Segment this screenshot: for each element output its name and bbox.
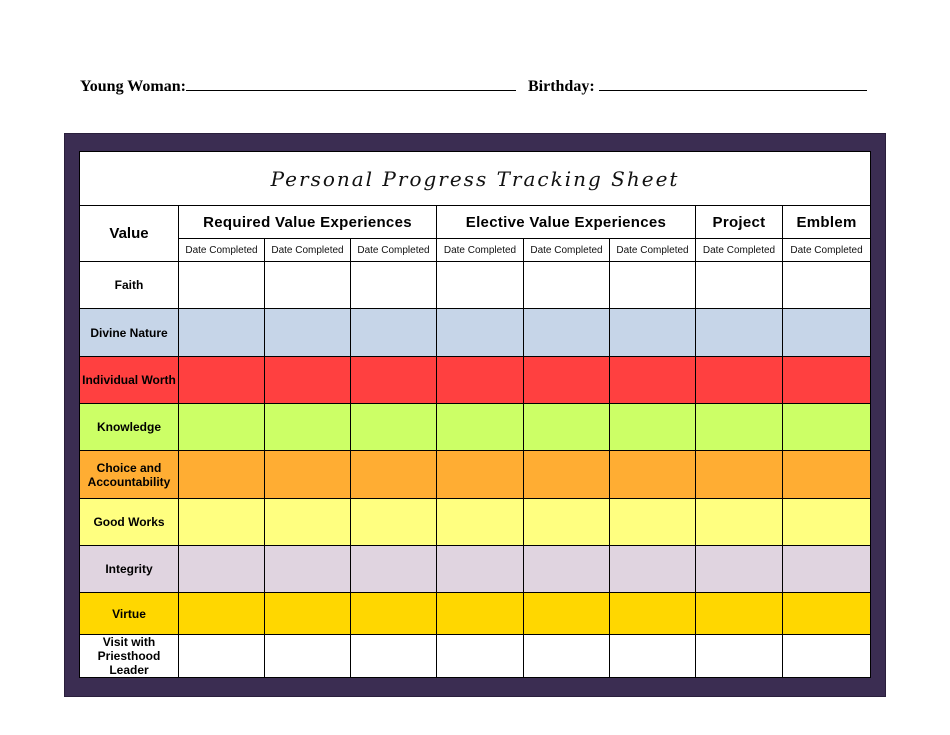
date-entry-cell[interactable] [524, 357, 610, 404]
date-entry-cell[interactable] [783, 499, 871, 546]
date-entry-cell[interactable] [783, 309, 871, 357]
value-row [80, 593, 871, 635]
date-entry-cell[interactable] [351, 635, 437, 678]
date-entry-cell[interactable] [783, 635, 871, 678]
date-entry-cell[interactable] [351, 404, 437, 451]
date-entry-cell[interactable] [524, 593, 610, 635]
value-row-label: Choice and Accountability [80, 451, 179, 499]
date-entry-cell[interactable] [265, 309, 351, 357]
date-entry-cell[interactable] [437, 404, 524, 451]
date-entry-cell[interactable] [351, 593, 437, 635]
project-header: Project [696, 206, 783, 239]
value-row [80, 451, 871, 499]
date-entry-cell[interactable] [265, 499, 351, 546]
sub-header-row [80, 239, 871, 262]
date-entry-cell[interactable] [265, 451, 351, 499]
date-completed-header: Date Completed [696, 239, 783, 262]
date-entry-cell[interactable] [696, 546, 783, 593]
date-entry-cell[interactable] [179, 309, 265, 357]
value-row-label: Good Works [80, 499, 179, 546]
date-entry-cell[interactable] [437, 635, 524, 678]
date-entry-cell[interactable] [179, 262, 265, 309]
date-entry-cell[interactable] [696, 451, 783, 499]
date-completed-header: Date Completed [265, 239, 351, 262]
value-row-label: Individual Worth [80, 357, 179, 404]
date-entry-cell[interactable] [610, 357, 696, 404]
header-line [80, 76, 867, 96]
date-entry-cell[interactable] [351, 357, 437, 404]
date-entry-cell[interactable] [437, 499, 524, 546]
date-entry-cell[interactable] [437, 546, 524, 593]
tracking-sheet-table [79, 151, 871, 678]
date-entry-cell[interactable] [437, 593, 524, 635]
value-row [80, 309, 871, 357]
date-completed-header: Date Completed [179, 239, 265, 262]
date-entry-cell[interactable] [265, 593, 351, 635]
date-entry-cell[interactable] [524, 546, 610, 593]
date-entry-cell[interactable] [610, 635, 696, 678]
date-entry-cell[interactable] [524, 309, 610, 357]
required-experiences-header: Required Value Experiences [179, 206, 437, 239]
date-entry-cell[interactable] [610, 499, 696, 546]
sheet-title: Personal Progress Tracking Sheet [80, 152, 871, 206]
value-row [80, 635, 871, 678]
date-entry-cell[interactable] [610, 309, 696, 357]
value-row [80, 499, 871, 546]
date-entry-cell[interactable] [783, 546, 871, 593]
date-entry-cell[interactable] [265, 404, 351, 451]
date-entry-cell[interactable] [696, 593, 783, 635]
value-row-label: Knowledge [80, 404, 179, 451]
birthday-label: Birthday: [527, 78, 595, 95]
value-row-label: Faith [80, 262, 179, 309]
date-entry-cell[interactable] [696, 404, 783, 451]
value-row [80, 262, 871, 309]
date-completed-header: Date Completed [610, 239, 696, 262]
date-entry-cell[interactable] [265, 546, 351, 593]
date-completed-header: Date Completed [437, 239, 524, 262]
date-entry-cell[interactable] [179, 404, 265, 451]
date-entry-cell[interactable] [783, 593, 871, 635]
value-rows [80, 262, 871, 678]
date-entry-cell[interactable] [351, 451, 437, 499]
date-entry-cell[interactable] [524, 635, 610, 678]
date-entry-cell[interactable] [437, 309, 524, 357]
date-entry-cell[interactable] [783, 404, 871, 451]
date-entry-cell[interactable] [351, 262, 437, 309]
date-entry-cell[interactable] [265, 262, 351, 309]
date-entry-cell[interactable] [179, 546, 265, 593]
date-entry-cell[interactable] [265, 635, 351, 678]
date-completed-header: Date Completed [524, 239, 610, 262]
date-entry-cell[interactable] [351, 309, 437, 357]
value-row-label: Visit with Priesthood Leader [80, 635, 179, 678]
value-row-label: Divine Nature [80, 309, 179, 357]
date-entry-cell[interactable] [610, 451, 696, 499]
date-entry-cell[interactable] [696, 262, 783, 309]
date-entry-cell[interactable] [437, 451, 524, 499]
date-entry-cell[interactable] [696, 499, 783, 546]
date-entry-cell[interactable] [610, 404, 696, 451]
emblem-header: Emblem [783, 206, 871, 239]
date-entry-cell[interactable] [179, 593, 265, 635]
elective-experiences-header: Elective Value Experiences [437, 206, 696, 239]
date-entry-cell[interactable] [610, 593, 696, 635]
date-entry-cell[interactable] [179, 635, 265, 678]
date-entry-cell[interactable] [610, 262, 696, 309]
date-entry-cell[interactable] [179, 357, 265, 404]
date-entry-cell[interactable] [437, 357, 524, 404]
date-entry-cell[interactable] [696, 357, 783, 404]
young-woman-label: Young Woman: [80, 78, 186, 95]
date-entry-cell[interactable] [179, 451, 265, 499]
date-entry-cell[interactable] [437, 262, 524, 309]
value-row [80, 357, 871, 404]
value-row-label: Virtue [80, 593, 179, 635]
date-entry-cell[interactable] [783, 357, 871, 404]
date-entry-cell[interactable] [696, 309, 783, 357]
value-column-header: Value [80, 206, 179, 262]
value-row [80, 404, 871, 451]
date-entry-cell[interactable] [783, 262, 871, 309]
date-entry-cell[interactable] [179, 499, 265, 546]
date-entry-cell[interactable] [696, 635, 783, 678]
date-entry-cell[interactable] [783, 451, 871, 499]
birthday-blank[interactable] [599, 76, 867, 91]
date-entry-cell[interactable] [351, 499, 437, 546]
date-completed-header: Date Completed [351, 239, 437, 262]
value-row-label: Integrity [80, 546, 179, 593]
date-entry-cell[interactable] [265, 357, 351, 404]
date-entry-cell[interactable] [351, 546, 437, 593]
young-woman-blank[interactable] [186, 76, 516, 91]
date-entry-cell[interactable] [524, 262, 610, 309]
date-completed-header: Date Completed [783, 239, 871, 262]
value-row [80, 546, 871, 593]
date-entry-cell[interactable] [610, 546, 696, 593]
date-entry-cell[interactable] [524, 451, 610, 499]
date-entry-cell[interactable] [524, 404, 610, 451]
date-entry-cell[interactable] [524, 499, 610, 546]
